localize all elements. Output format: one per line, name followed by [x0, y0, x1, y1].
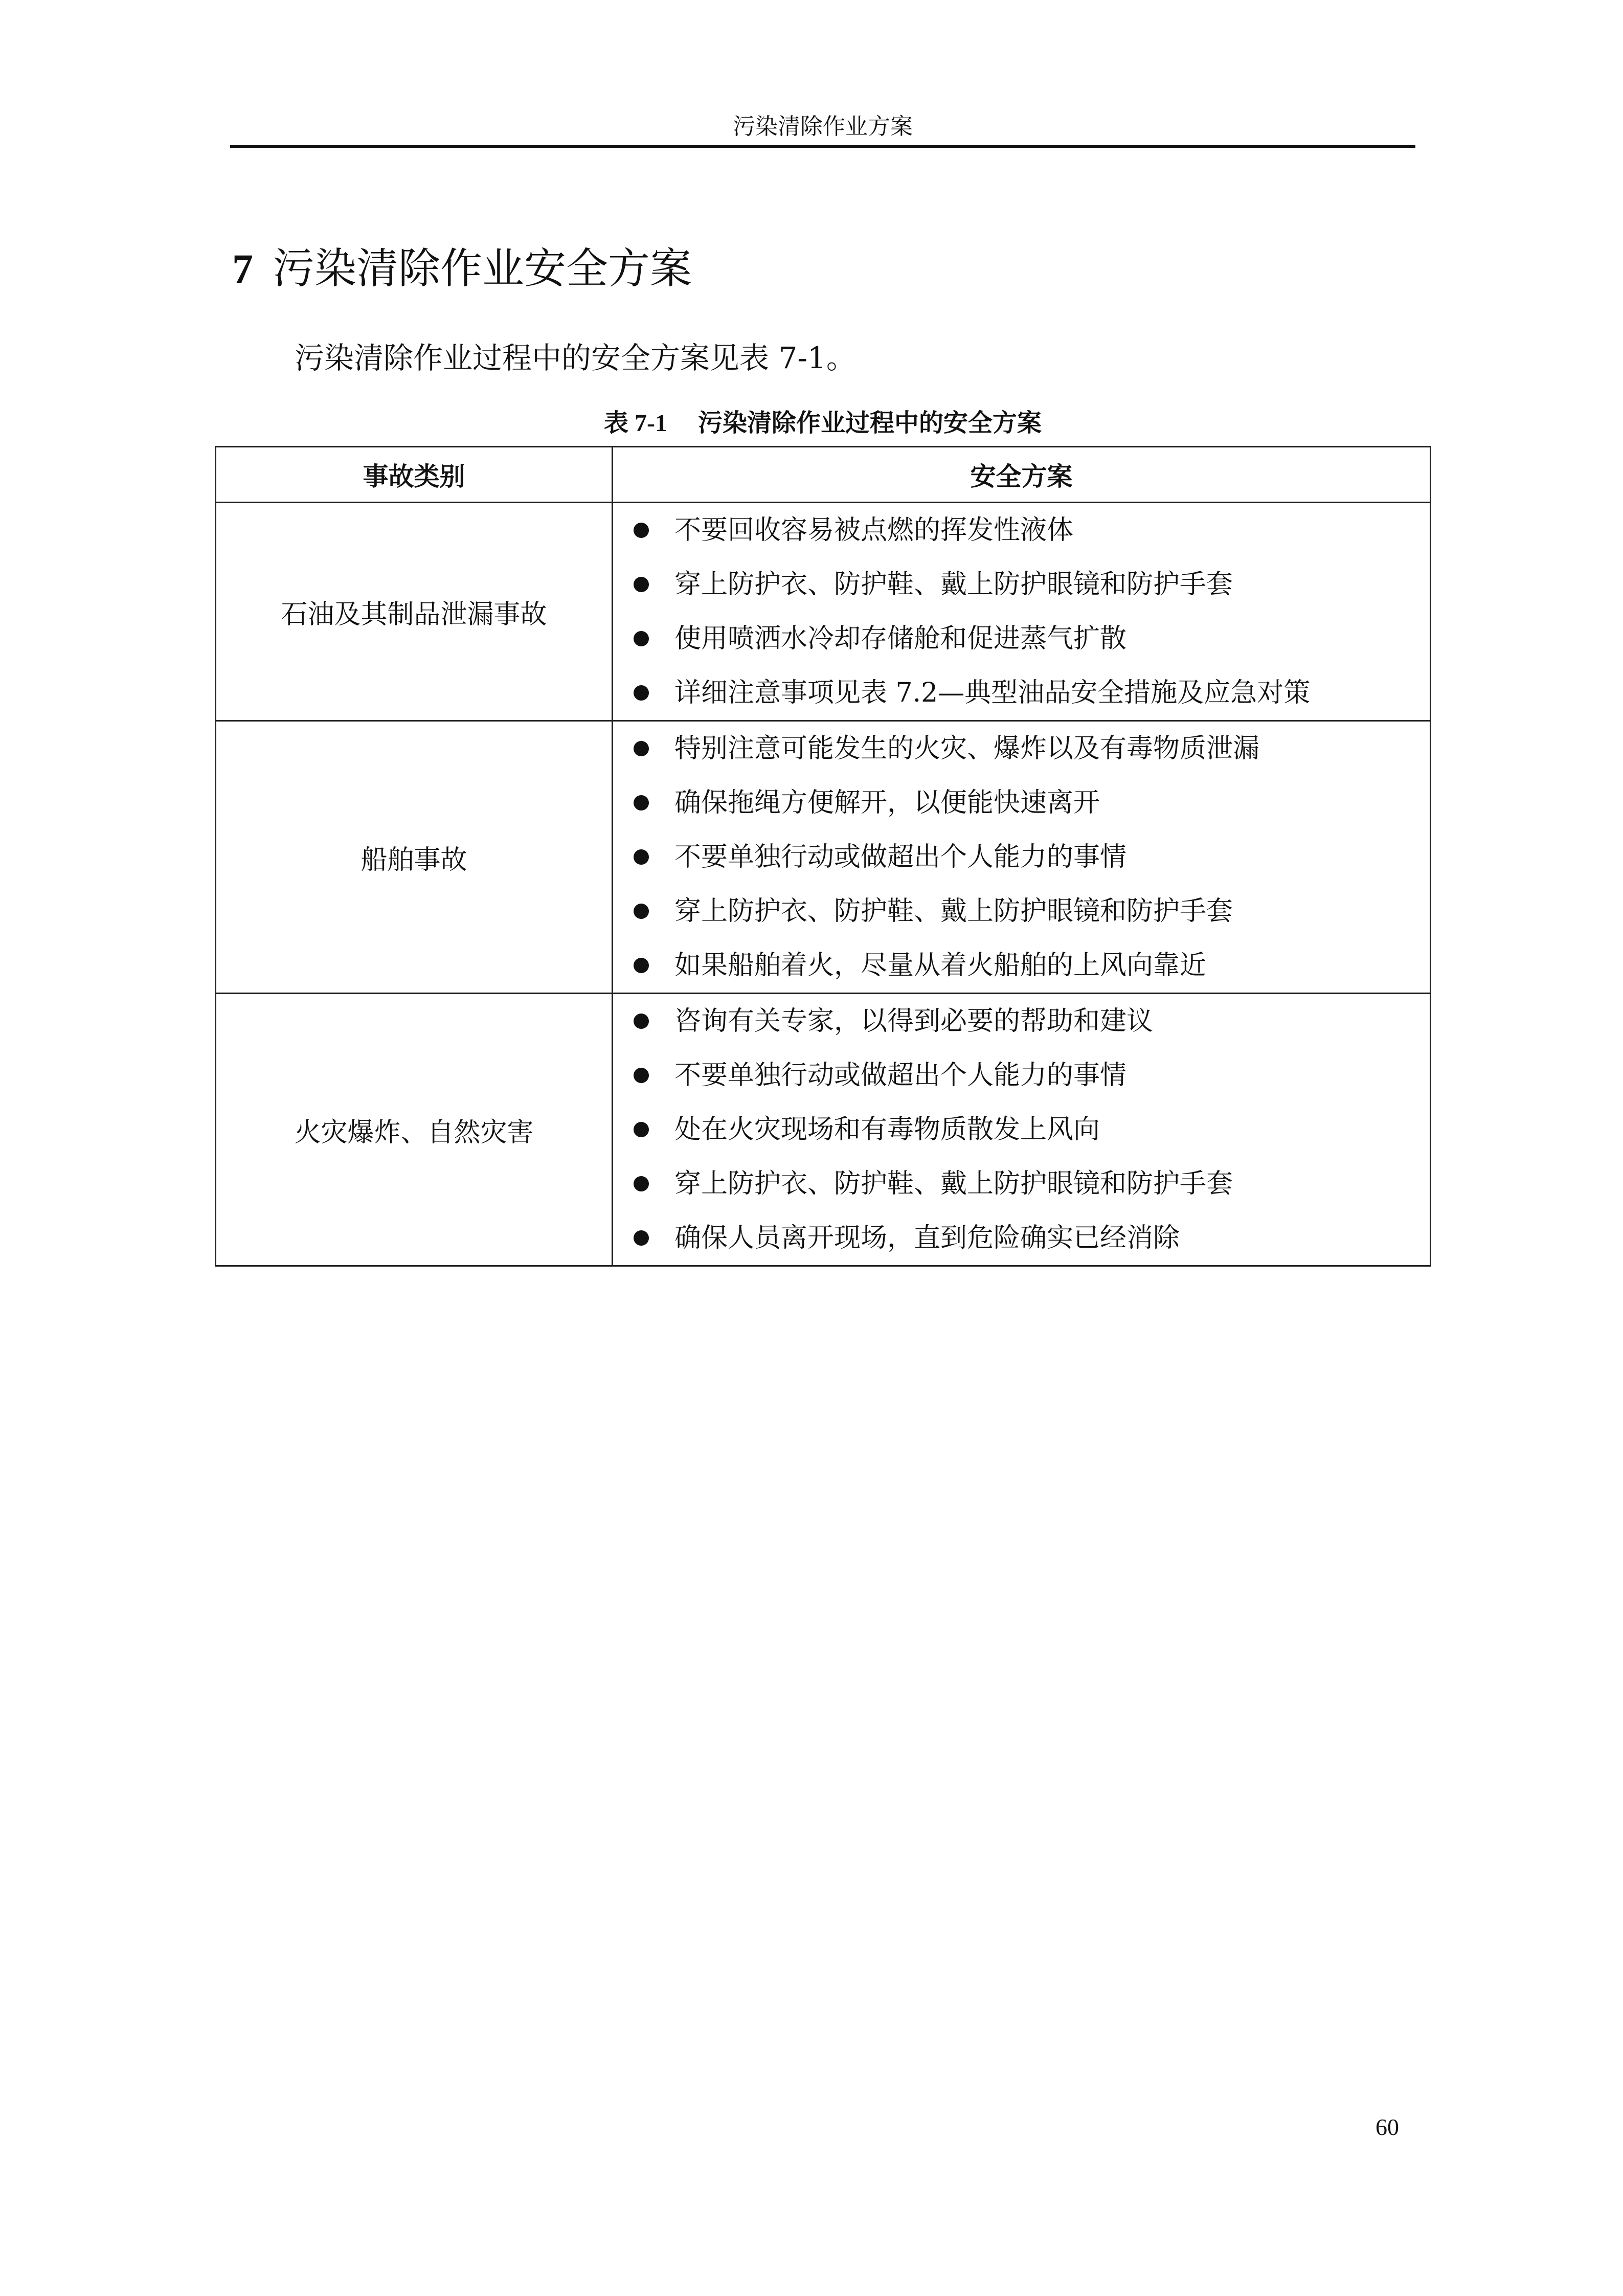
- measures-cell: [613, 721, 1431, 994]
- measure-text: 穿上防护衣、防护鞋、戴上防护眼镜和防护手套: [674, 896, 1233, 927]
- measure-text: 不要单独行动或做超出个人能力的事情: [674, 1060, 1127, 1091]
- list-item: [634, 884, 1430, 938]
- header-rule: [230, 145, 1415, 148]
- category-cell: 石油及其制品泄漏事故: [216, 503, 613, 721]
- table-row: [216, 994, 1431, 1266]
- bullet-icon: [634, 958, 649, 973]
- measure-text: 不要单独行动或做超出个人能力的事情: [674, 842, 1127, 872]
- measure-text: 使用喷洒水冷却存储舱和促进蒸气扩散: [674, 623, 1127, 654]
- bullet-icon: [634, 1014, 649, 1029]
- measure-text: 确保拖绳方便解开，以便能快速离开: [674, 787, 1100, 818]
- measure-text: 穿上防护衣、防护鞋、戴上防护眼镜和防护手套: [674, 1168, 1233, 1199]
- section-title: 污染清除作业安全方案: [273, 244, 692, 293]
- measure-text: 确保人员离开现场，直到危险确实已经消除: [674, 1223, 1180, 1253]
- list-item: [634, 612, 1430, 666]
- list-item: [634, 1102, 1430, 1157]
- list-item: [634, 722, 1430, 776]
- measure-text: 如果船舶着火，尽量从着火船舶的上风向靠近: [674, 950, 1207, 981]
- running-header: 污染清除作业方案: [733, 114, 913, 140]
- bullet-icon: [634, 631, 649, 646]
- measure-text: 穿上防护衣、防护鞋、戴上防护眼镜和防护手套: [674, 569, 1233, 600]
- list-item: [634, 1211, 1430, 1265]
- table-row: [216, 721, 1431, 994]
- bullet-icon: [634, 1068, 649, 1083]
- measures-cell: [613, 503, 1431, 721]
- category-cell: 火灾爆炸、自然灾害: [216, 994, 613, 1266]
- bullet-icon: [634, 577, 649, 592]
- measure-list: [634, 503, 1430, 720]
- page-number: 60: [1376, 2114, 1399, 2140]
- bullet-icon: [634, 904, 649, 919]
- table-row: [216, 503, 1431, 721]
- list-item: [634, 776, 1430, 830]
- bullet-icon: [634, 685, 649, 701]
- measure-text: 处在火灾现场和有毒物质散发上风向: [674, 1114, 1100, 1145]
- bullet-icon: [634, 1230, 649, 1246]
- measure-text: 咨询有关专家，以得到必要的帮助和建议: [674, 1006, 1154, 1037]
- measure-text: 特别注意可能发生的火灾、爆炸以及有毒物质泄漏: [674, 733, 1260, 764]
- measure-text: 不要回收容易被点燃的挥发性液体: [674, 515, 1074, 546]
- safety-table: [215, 446, 1431, 1267]
- bullet-icon: [634, 741, 649, 756]
- table-caption: [215, 405, 1431, 441]
- bullet-icon: [634, 849, 649, 865]
- list-item: [634, 1157, 1430, 1211]
- header-measures: 安全方案: [613, 447, 1431, 503]
- table-caption-number: 表 7-1: [603, 410, 667, 437]
- list-item: [634, 994, 1430, 1048]
- bullet-icon: [634, 1122, 649, 1137]
- header-category: 事故类别: [216, 447, 613, 503]
- measure-list: [634, 722, 1430, 993]
- list-item: [634, 938, 1430, 993]
- list-item: [634, 666, 1430, 720]
- bullet-icon: [634, 523, 649, 538]
- bullet-icon: [634, 1176, 649, 1191]
- list-item: [634, 1048, 1430, 1102]
- section-heading: [232, 240, 692, 297]
- table-header-row: [216, 447, 1431, 503]
- category-cell: 船舶事故: [216, 721, 613, 994]
- measures-cell: [613, 994, 1431, 1266]
- bullet-icon: [634, 795, 649, 811]
- section-number: 7: [232, 245, 253, 292]
- intro-paragraph: 污染清除作业过程中的安全方案见表 7-1。: [295, 341, 856, 375]
- table-caption-title: 污染清除作业过程中的安全方案: [697, 409, 1042, 437]
- measure-list: [634, 994, 1430, 1265]
- list-item: [634, 830, 1430, 884]
- list-item: [634, 557, 1430, 612]
- measure-text: 详细注意事项见表 7.2—典型油品安全措施及应急对策: [674, 678, 1311, 708]
- list-item: [634, 503, 1430, 557]
